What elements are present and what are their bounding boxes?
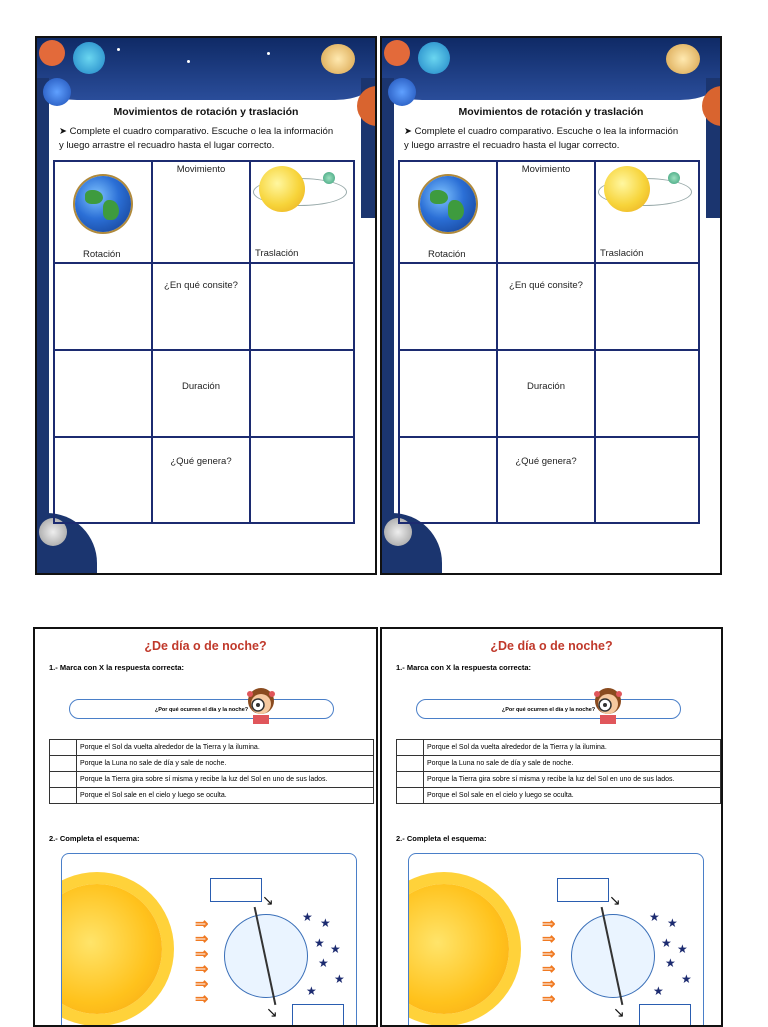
option-text: Porque la Tierra gira sobre sí misma y recibe la luz del Sol en uno de sus lados. — [424, 772, 721, 788]
arrow-icon: ↘ — [609, 892, 621, 908]
option-row — [397, 788, 721, 804]
row-label-genera: ¿Qué genera? — [170, 456, 232, 467]
checkbox-cell[interactable] — [397, 772, 424, 788]
star-icon: ★ — [665, 956, 676, 970]
drop-cell[interactable] — [250, 350, 354, 437]
checkbox-cell[interactable] — [50, 788, 77, 804]
comparison-table — [53, 160, 355, 524]
instruction-text: ➤ Complete el cuadro comparativo. Escuche o lea la información y luego arrastre el recuadro hasta el lugar correcto. — [59, 125, 367, 153]
rotation-image-cell — [399, 161, 497, 263]
drop-cell[interactable] — [399, 437, 497, 523]
drop-cell[interactable] — [399, 350, 497, 437]
star-icon: ★ — [681, 972, 692, 986]
sunlight-arrows: ⇒ ⇒ ⇒ ⇒ ⇒ ⇒ — [195, 916, 209, 1008]
worksheet-title: Movimientos de rotación y traslación — [458, 106, 644, 118]
planet-icon — [43, 78, 71, 106]
planet-icon — [73, 42, 105, 74]
drop-cell[interactable] — [595, 437, 699, 523]
checkbox-cell[interactable] — [50, 740, 77, 756]
answer-options-table — [49, 739, 374, 804]
row-label-cell — [497, 263, 595, 350]
instruction-line: Complete el cuadro comparativo. Escuche o lea la información — [69, 126, 334, 137]
girl-magnifier-icon — [590, 685, 626, 725]
rotation-worksheet-left — [35, 36, 377, 575]
movement-header: Movimiento — [521, 164, 571, 175]
drop-cell[interactable] — [399, 263, 497, 350]
checkbox-cell[interactable] — [50, 756, 77, 772]
answer-box[interactable] — [210, 878, 262, 902]
worksheet-title: ¿De día o de noche? — [490, 639, 613, 653]
drop-cell[interactable] — [595, 350, 699, 437]
star-icon — [117, 48, 120, 51]
star-icon — [267, 52, 270, 55]
star-icon: ★ — [667, 916, 678, 930]
drop-cell[interactable] — [54, 350, 152, 437]
instruction-line: Complete el cuadro comparativo. Escuche o lea la información — [414, 126, 679, 137]
option-row — [50, 756, 374, 772]
movement-header-cell — [497, 161, 595, 263]
row-label-consiste: ¿En qué consite? — [164, 280, 238, 291]
sun-icon — [259, 166, 305, 212]
star-icon: ★ — [649, 910, 660, 924]
movement-header-cell — [152, 161, 250, 263]
worksheet-title: Movimientos de rotación y traslación — [113, 106, 299, 118]
question-box: ¿Por qué ocurren el día y la noche? — [69, 699, 334, 719]
question-box: ¿Por qué ocurren el día y la noche? — [416, 699, 681, 719]
earth-icon — [323, 172, 335, 184]
option-text: Porque el Sol da vuelta alrededor de la Tierra y la ilumina. — [77, 740, 374, 756]
earth-globe-icon — [571, 914, 655, 998]
drop-cell[interactable] — [595, 263, 699, 350]
option-text: Porque la Luna no sale de día y sale de noche. — [424, 756, 721, 772]
row-label-cell — [497, 350, 595, 437]
rotation-label: Rotación — [428, 249, 466, 260]
arrow-icon: ↘ — [613, 1004, 625, 1020]
option-row — [50, 788, 374, 804]
star-icon: ★ — [334, 972, 345, 986]
arrow-icon: ↘ — [266, 1004, 278, 1020]
drop-cell[interactable] — [250, 263, 354, 350]
option-row — [50, 772, 374, 788]
answer-box[interactable] — [557, 878, 609, 902]
day-night-worksheet-right — [380, 627, 723, 1027]
translation-image-cell — [250, 161, 354, 263]
drop-cell[interactable] — [250, 437, 354, 523]
star-icon — [187, 60, 190, 63]
girl-magnifier-icon — [243, 685, 279, 725]
saturn-icon — [666, 44, 700, 74]
checkbox-cell[interactable] — [397, 788, 424, 804]
star-icon: ★ — [677, 942, 688, 956]
scheme-diagram — [61, 853, 357, 1027]
star-icon: ★ — [318, 956, 329, 970]
star-icon: ★ — [661, 936, 672, 950]
question-1: 1.- Marca con X la respuesta correcta: — [396, 663, 532, 672]
rotation-label: Rotación — [83, 249, 121, 260]
translation-label: Traslación — [255, 248, 299, 259]
sunlight-arrows: ⇒ ⇒ ⇒ ⇒ ⇒ ⇒ — [542, 916, 556, 1008]
movement-header: Movimiento — [176, 164, 226, 175]
checkbox-cell[interactable] — [397, 756, 424, 772]
question-2: 2.- Completa el esquema: — [49, 834, 140, 843]
option-text: Porque la Tierra gira sobre sí misma y recibe la luz del Sol en uno de sus lados. — [77, 772, 374, 788]
checkbox-cell[interactable] — [397, 740, 424, 756]
globe-icon — [420, 176, 476, 232]
row-label-cell — [152, 437, 250, 523]
arrow-icon: ↘ — [262, 892, 274, 908]
star-icon: ★ — [320, 916, 331, 930]
row-label-consiste: ¿En qué consite? — [509, 280, 583, 291]
row-label-duracion: Duración — [181, 381, 221, 392]
option-text: Porque el Sol sale en el cielo y luego se oculta. — [424, 788, 721, 804]
saturn-icon — [321, 44, 355, 74]
planet-icon — [418, 42, 450, 74]
star-icon: ★ — [653, 984, 664, 998]
planet-icon — [39, 40, 65, 66]
rotation-image-cell — [54, 161, 152, 263]
option-row — [397, 756, 721, 772]
sun-icon — [604, 166, 650, 212]
sun-icon — [408, 884, 509, 1014]
space-border-left — [382, 78, 394, 573]
answer-options-table — [396, 739, 721, 804]
option-text: Porque la Luna no sale de día y sale de noche. — [77, 756, 374, 772]
star-icon: ★ — [306, 984, 317, 998]
question-2: 2.- Completa el esquema: — [396, 834, 487, 843]
option-row — [397, 772, 721, 788]
space-border-left — [37, 78, 49, 573]
planet-icon — [384, 40, 410, 66]
drop-cell[interactable] — [54, 437, 152, 523]
globe-icon — [75, 176, 131, 232]
sun-icon — [61, 884, 162, 1014]
drop-cell[interactable] — [54, 263, 152, 350]
instruction-line: y luego arrastre el recuadro hasta el lugar correcto. — [59, 140, 275, 151]
star-icon: ★ — [314, 936, 325, 950]
option-text: Porque el Sol sale en el cielo y luego se oculta. — [77, 788, 374, 804]
translation-image-cell — [595, 161, 699, 263]
earth-icon — [668, 172, 680, 184]
instruction-text: ➤ Complete el cuadro comparativo. Escuche o lea la información y luego arrastre el recuadro hasta el lugar correcto. — [404, 125, 712, 153]
day-night-worksheet-left — [33, 627, 378, 1027]
row-label-duracion: Duración — [526, 381, 566, 392]
instruction-line: y luego arrastre el recuadro hasta el lugar correcto. — [404, 140, 620, 151]
row-label-cell — [152, 263, 250, 350]
comparison-table — [398, 160, 700, 524]
scheme-diagram — [408, 853, 704, 1027]
option-text: Porque el Sol da vuelta alrededor de la Tierra y la ilumina. — [424, 740, 721, 756]
option-row — [397, 740, 721, 756]
row-label-cell — [497, 437, 595, 523]
rotation-worksheet-right — [380, 36, 722, 575]
earth-globe-icon — [224, 914, 308, 998]
planet-icon — [388, 78, 416, 106]
option-row — [50, 740, 374, 756]
checkbox-cell[interactable] — [50, 772, 77, 788]
row-label-genera: ¿Qué genera? — [515, 456, 577, 467]
star-icon: ★ — [302, 910, 313, 924]
worksheet-title: ¿De día o de noche? — [144, 639, 267, 653]
question-1: 1.- Marca con X la respuesta correcta: — [49, 663, 185, 672]
star-icon: ★ — [330, 942, 341, 956]
row-label-cell — [152, 350, 250, 437]
translation-label: Traslación — [600, 248, 644, 259]
